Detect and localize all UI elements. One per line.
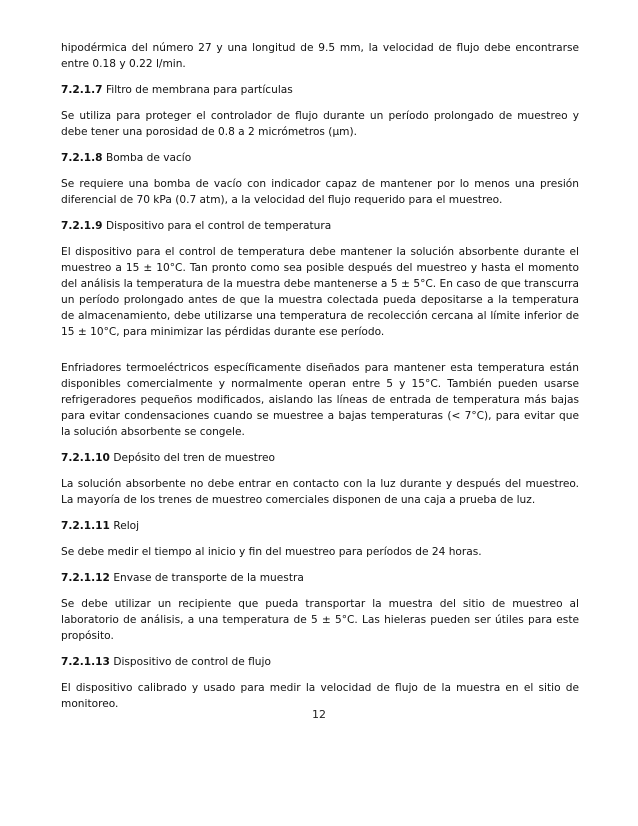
section-number: 7.2.1.11	[61, 520, 110, 532]
section-title: Dispositivo de control de flujo	[113, 656, 271, 668]
section-title: Reloj	[113, 520, 140, 532]
section-heading-7-2-1-7	[61, 82, 579, 98]
page-number: 12	[312, 708, 326, 721]
section-number: 7.2.1.12	[61, 572, 110, 584]
document-page	[61, 40, 579, 722]
section-heading-7-2-1-13	[61, 654, 579, 670]
section-heading-7-2-1-8	[61, 150, 579, 166]
section-title: Dispositivo para el control de temperatura	[105, 220, 332, 232]
paragraph-dispositivo-temperatura: El dispositivo para el control de temperatura debe mantener la solución absorbente durante el muestreo a 15 ± 10°C. Tan pronto como sea posible después del muestreo y hasta el momento del análisis la temperatura de la muestra debe mantenerse a 5 ± 5°C. En caso de que transcurra un período prolongado antes de que la muestra colectada pueda depositarse a la temperatura de almacenamiento, debe utilizarse una temperatura de recolección cercana al límite inferior de 15 ± 10°C, para minimizar las pérdidas durante ese período.	[61, 246, 579, 338]
paragraph-enfriadores: Enfriadores termoeléctricos específicamente diseñados para mantener esta temperatura están disponibles comercialmente y normalmente operan entre 5 y 15°C. También pueden usarse refrigeradores pequeños modificados, aislando las líneas de entrada de temperatura más bajas para evitar condensaciones cuando se muestree a bajas temperaturas (< 7°C), para evitar que la solución absorbente se congele.	[61, 362, 579, 438]
section-number: 7.2.1.10	[61, 452, 110, 464]
paragraph-deposito: La solución absorbente no debe entrar en contacto con la luz durante y después del muestreo. La mayoría de los trenes de muestreo comerciales disponen de una caja a prueba de luz.	[61, 478, 579, 506]
section-heading-7-2-1-11	[61, 518, 579, 534]
section-number: 7.2.1.13	[61, 656, 110, 668]
section-title: Filtro de membrana para partículas	[105, 84, 293, 96]
section-number: 7.2.1.7	[61, 84, 103, 96]
section-number: 7.2.1.9	[61, 220, 103, 232]
section-heading-7-2-1-10	[61, 450, 579, 466]
section-heading-7-2-1-9	[61, 218, 579, 234]
section-title: Bomba de vacío	[105, 152, 192, 164]
paragraph-control-flujo: El dispositivo calibrado y usado para medir la velocidad de flujo de la muestra en el sitio de monitoreo.	[61, 682, 579, 710]
paragraph-filtro: Se utiliza para proteger el controlador de flujo durante un período prolongado de muestreo y debe tener una porosidad de 0.8 a 2 micrómetros (μm).	[61, 110, 579, 138]
paragraph-reloj: Se debe medir el tiempo al inicio y fin del muestreo para períodos de 24 horas.	[61, 546, 482, 558]
section-number: 7.2.1.8	[61, 152, 103, 164]
section-title: Depósito del tren de muestreo	[113, 452, 276, 464]
paragraph-bomba: Se requiere una bomba de vacío con indicador capaz de mantener por lo menos una presión diferencial de 70 kPa (0.7 atm), a la velocidad del flujo requerido para el muestreo.	[61, 178, 579, 206]
section-title: Envase de transporte de la muestra	[113, 572, 304, 584]
paragraph-envase: Se debe utilizar un recipiente que pueda transportar la muestra del sitio de muestreo al laboratorio de análisis, a una temperatura de 5 ± 5°C. Las hieleras pueden ser útiles para este propósito.	[61, 598, 579, 642]
section-heading-7-2-1-12	[61, 570, 579, 586]
paragraph-continuation: hipodérmica del número 27 y una longitud de 9.5 mm, la velocidad de flujo debe encontrarse entre 0.18 y 0.22 l/min.	[61, 42, 579, 70]
